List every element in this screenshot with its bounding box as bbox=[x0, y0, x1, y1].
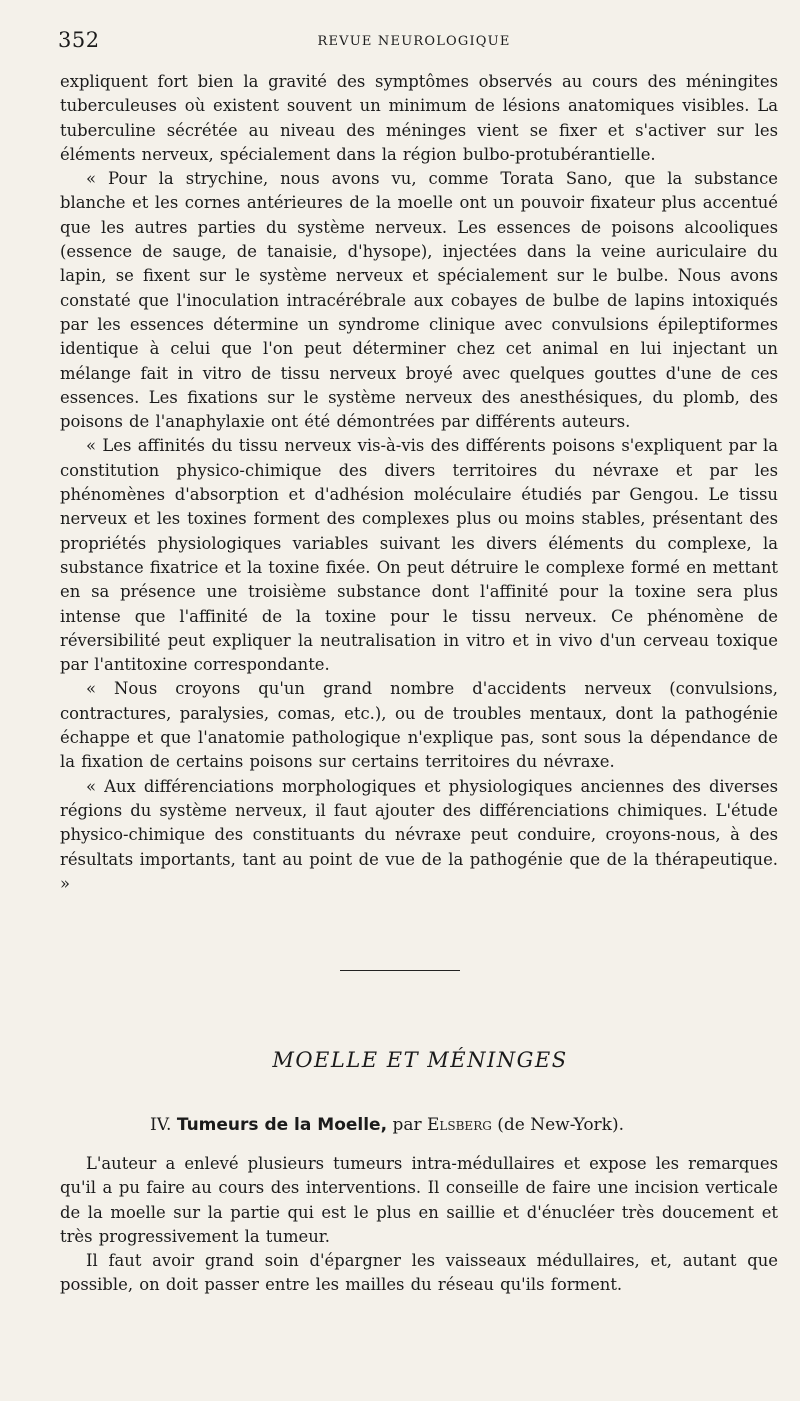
paragraph: « Les affinités du tissu nerveux vis-à-vis des différents poisons s'expliquent par la constitution physico-chimique des divers territoires du névraxe et par les phénomènes d'absorption et d'adhésion moléculaire étudiés par Gengou. Le tissu nerveux et les toxines forment des complexes plus ou moins stables, présentant des propriétés physiologiques variables suivant les divers éléments du complexe, la substance fixatrice et la toxine fixée. On peut détruire le complexe formé en mettant en sa présence une troisième substance dont l'affinité pour la toxine sera plus intense que l'affinité de la toxine pour le tissu nerveux. Ce phénomène de réversibilité peut expliquer la neutralisation in vitro et in vivo d'un cerveau toxique par l'antitoxine correspondante. bbox=[60, 436, 778, 675]
article-heading bbox=[150, 1113, 770, 1137]
article-title: Tumeurs de la Moelle, bbox=[176, 1115, 388, 1135]
paragraph: « Aux différenciations morphologiques et physiologiques anciennes des diverses régions du système nerveux, il faut ajouter des différenciations chimiques. L'étude physico-chimique des constituants du névraxe peut conduire, croyons-nous, à des résultats importants, tant au point de vue de la pathogénie que de la thérapeutique. » bbox=[60, 776, 778, 893]
paragraph: expliquent fort bien la gravité des symptômes observés au cours des méningites tuberculeuses où existent souvent un minimum de lésions anatomiques visibles. La tuberculine sécrétée au niveau des méninges vient se fixer et s'activer sur les éléments nerveux, spécialement dans la région bulbo-protubérantielle. bbox=[60, 72, 778, 164]
paragraph: L'auteur a enlevé plusieurs tumeurs intra-médullaires et expose les remarques qu'il a pu faire au cours des interventions. Il conseille de faire une incision verticale de la moelle sur la partie qui est le plus en saillie et d'énucléer très doucement et très progressivement la tumeur. bbox=[60, 1154, 778, 1246]
article-by: par bbox=[392, 1115, 422, 1135]
body-text bbox=[60, 70, 778, 896]
paragraph: « Pour la strychine, nous avons vu, comme Torata Sano, que la substance blanche et les cornes antérieures de la moelle ont un pouvoir fixateur plus accentué que les autres parties du système nerveux. Les essences de poisons alcooliques (essence de sauge, de tanaisie, d'hysope), injectées dans la veine auriculaire du lapin, se fixent sur le système nerveux et spécialement sur le bulbe. Nous avons constaté que l'inoculation intracérébrale aux cobayes de bulbe de lapins intoxiqués par les essences détermine un syndrome clinique avec convulsions épileptiformes identique à celui que l'on peut déterminer chez cet animal en lui injectant un mélange fait in vitro de tissu nerveux broyé avec quelques gouttes d'une de ces essences. Les fixations sur le système nerveux des anesthésiques, du plomb, des poisons de l'anaphylaxie ont été démontrées par différents auteurs. bbox=[60, 169, 778, 432]
article-number: IV. bbox=[150, 1115, 172, 1135]
page-header bbox=[58, 28, 770, 52]
section-heading: MOELLE ET MÉNINGES bbox=[272, 1048, 568, 1072]
article-location: (de New-York). bbox=[497, 1115, 625, 1135]
paragraph: « Nous croyons qu'un grand nombre d'accidents nerveux (convulsions, contractures, paralysies, comas, etc.), ou de troubles mentaux, dont la pathogénie échappe et que l'anatomie pathologique n'explique pas, sont sous la dépendance de la fixation de certains poisons sur certains territoires du névraxe. bbox=[60, 679, 778, 772]
article-author: Elsberg bbox=[427, 1115, 492, 1135]
section-divider bbox=[340, 970, 460, 971]
paragraph: Il faut avoir grand soin d'épargner les vaisseaux médullaires, et, autant que possible, on doit passer entre les mailles du réseau qu'ils forment. bbox=[60, 1251, 778, 1295]
page-number: 352 bbox=[58, 28, 100, 52]
article-text bbox=[60, 1152, 778, 1298]
running-title: REVUE NEUROLOGIQUE bbox=[317, 34, 511, 49]
